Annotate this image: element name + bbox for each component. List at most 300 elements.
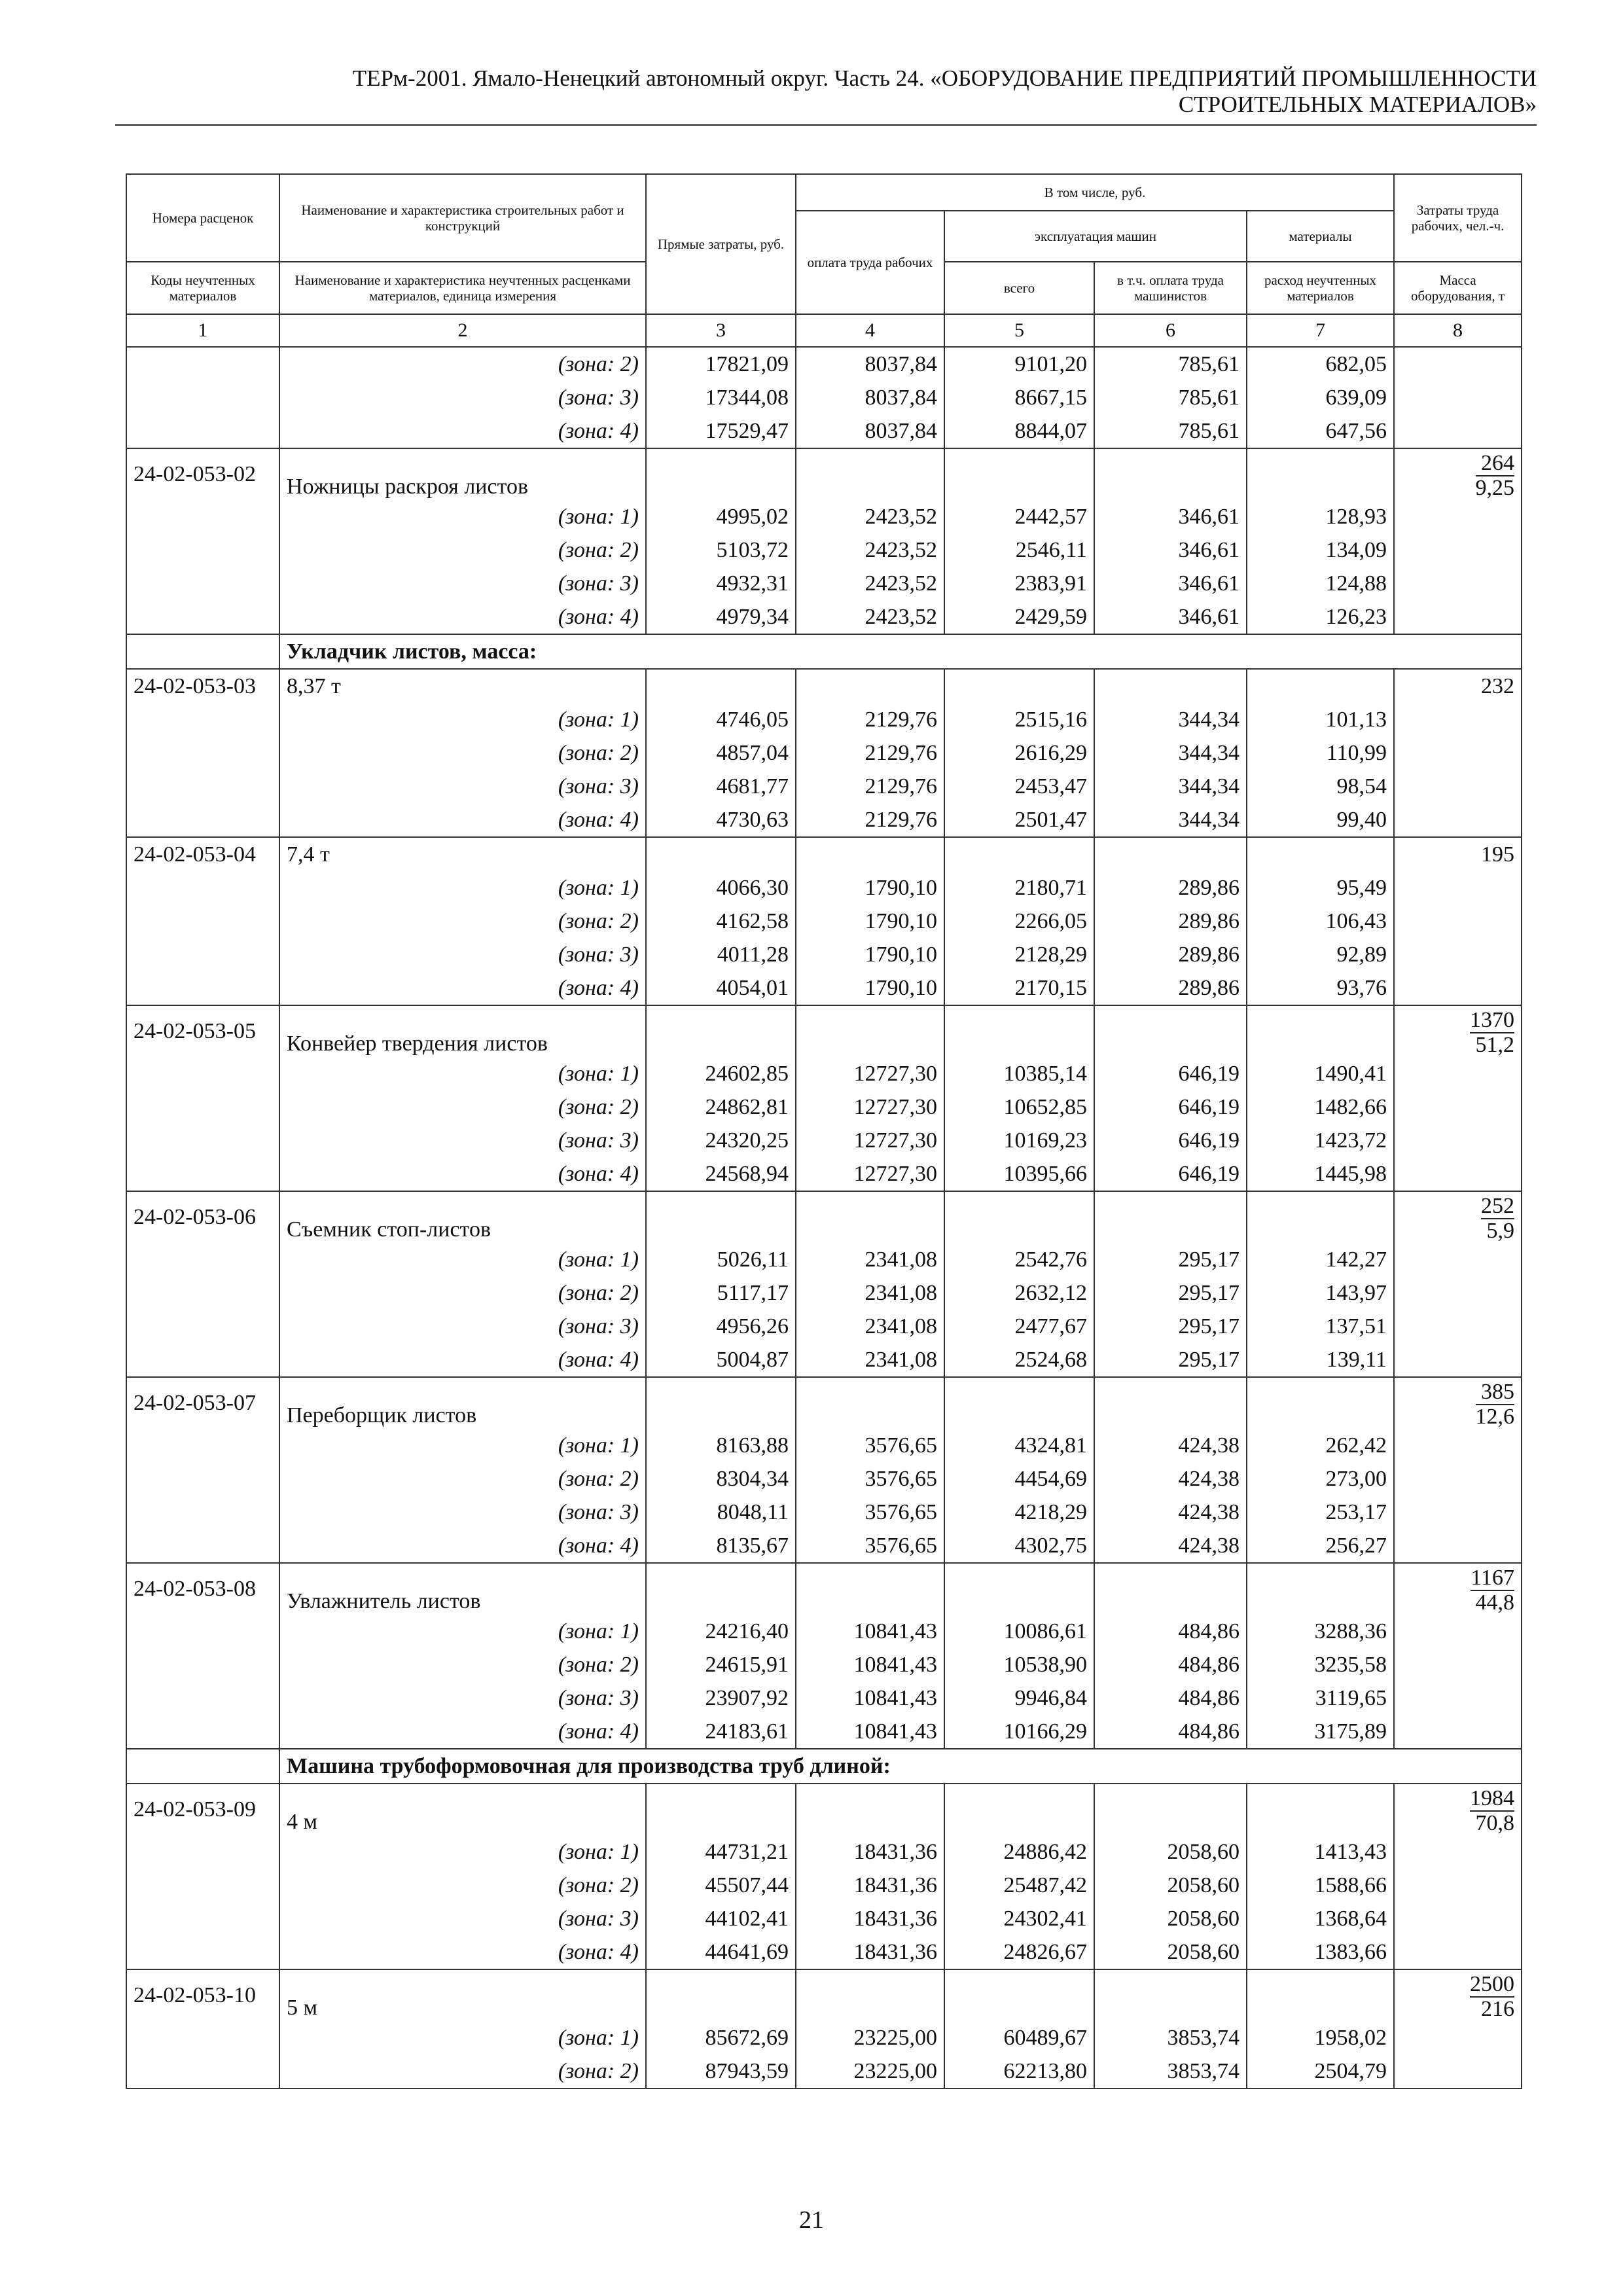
zone-row [126, 1124, 1522, 1157]
empty-cell [126, 703, 279, 736]
empty-cell [126, 1429, 279, 1462]
rate-code: 24-02-053-05 [126, 1005, 279, 1057]
empty-cell [796, 1191, 944, 1243]
empty-cell [1094, 1377, 1247, 1429]
labor-mass-cell [1394, 1969, 1522, 2021]
empty-cell [126, 1715, 279, 1749]
operator-pay-value: 346,61 [1094, 533, 1247, 567]
rate-item-row [126, 1969, 1522, 2021]
zone-row [126, 1902, 1522, 1935]
empty-cell [1394, 1615, 1522, 1648]
materials-value: 124,88 [1247, 567, 1394, 600]
header-material-names: Наименование и характеристика неучтенных расценками материалов, единица измерения [279, 262, 646, 314]
zone-label: (зона: 2) [279, 1462, 646, 1496]
page-number: 21 [799, 2206, 824, 2234]
operator-pay-value: 295,17 [1094, 1243, 1247, 1276]
header-material-consumption: расход неучтенных материалов [1247, 262, 1394, 314]
zone-label: (зона: 1) [279, 1615, 646, 1648]
empty-cell [1394, 1124, 1522, 1157]
empty-cell [1394, 1715, 1522, 1749]
machines-total-value: 10385,14 [944, 1057, 1094, 1090]
direct-costs-value: 8135,67 [646, 1529, 796, 1563]
zone-row [126, 1529, 1522, 1563]
worker-pay-value: 2341,08 [796, 1243, 944, 1276]
empty-cell [944, 1377, 1094, 1429]
operator-pay-value: 346,61 [1094, 567, 1247, 600]
rate-code: 24-02-053-09 [126, 1784, 279, 1835]
materials-value: 256,27 [1247, 1529, 1394, 1563]
empty-cell [1094, 669, 1247, 703]
equipment-mass: 44,8 [1475, 1590, 1515, 1615]
zone-row [126, 1429, 1522, 1462]
zone-label: (зона: 2) [279, 1276, 646, 1310]
empty-cell [126, 1681, 279, 1715]
materials-value: 1423,72 [1247, 1124, 1394, 1157]
machines-total-value: 2546,11 [944, 533, 1094, 567]
empty-cell [126, 1496, 279, 1529]
empty-cell [1094, 837, 1247, 871]
empty-cell [646, 1784, 796, 1835]
empty-cell [796, 1784, 944, 1835]
worker-pay-value: 10841,43 [796, 1648, 944, 1681]
operator-pay-value: 785,61 [1094, 414, 1247, 448]
empty-cell [1394, 770, 1522, 803]
rate-item-row [126, 1191, 1522, 1243]
worker-pay-value: 2423,52 [796, 567, 944, 600]
empty-cell [646, 837, 796, 871]
zone-label: (зона: 2) [279, 2054, 646, 2089]
labor-mass-cell [1394, 1191, 1522, 1243]
zone-row [126, 567, 1522, 600]
labor-hours: 385 [1476, 1380, 1515, 1405]
header-equipment-mass: Масса оборудования, т [1394, 262, 1522, 314]
zone-label: (зона: 2) [279, 1090, 646, 1124]
empty-cell [1394, 703, 1522, 736]
materials-value: 639,09 [1247, 381, 1394, 414]
empty-cell [1094, 1005, 1247, 1057]
section-code-cell [126, 634, 279, 669]
materials-value: 126,23 [1247, 600, 1394, 634]
operator-pay-value: 289,86 [1094, 871, 1247, 905]
rate-name: 8,37 т [279, 669, 646, 703]
zone-label: (зона: 1) [279, 2021, 646, 2054]
direct-costs-value: 8048,11 [646, 1496, 796, 1529]
rate-code: 24-02-053-03 [126, 669, 279, 703]
machines-total-value: 10538,90 [944, 1648, 1094, 1681]
materials-value: 128,93 [1247, 500, 1394, 533]
empty-cell [646, 1563, 796, 1615]
machines-total-value: 2453,47 [944, 770, 1094, 803]
machines-total-value: 2524,68 [944, 1343, 1094, 1377]
empty-cell [126, 1243, 279, 1276]
materials-value: 253,17 [1247, 1496, 1394, 1529]
machines-total-value: 2542,76 [944, 1243, 1094, 1276]
empty-cell [944, 448, 1094, 500]
worker-pay-value: 1790,10 [796, 905, 944, 938]
operator-pay-value: 646,19 [1094, 1157, 1247, 1191]
zone-row [126, 1681, 1522, 1715]
zone-row [126, 871, 1522, 905]
zone-row [126, 1715, 1522, 1749]
materials-value: 3175,89 [1247, 1715, 1394, 1749]
materials-value: 1383,66 [1247, 1935, 1394, 1969]
worker-pay-value: 10841,43 [796, 1715, 944, 1749]
materials-value: 99,40 [1247, 803, 1394, 837]
rate-item-row [126, 1563, 1522, 1615]
zone-label: (зона: 4) [279, 1935, 646, 1969]
empty-cell [1394, 1462, 1522, 1496]
empty-cell [646, 669, 796, 703]
operator-pay-value: 484,86 [1094, 1648, 1247, 1681]
labor-mass-cell [1394, 1377, 1522, 1429]
worker-pay-value: 2129,76 [796, 703, 944, 736]
materials-value: 93,76 [1247, 971, 1394, 1005]
empty-cell [126, 1343, 279, 1377]
column-number: 3 [646, 314, 796, 347]
empty-cell [796, 837, 944, 871]
empty-cell [126, 1090, 279, 1124]
worker-pay-value: 8037,84 [796, 381, 944, 414]
rate-item-row [126, 837, 1522, 871]
empty-cell [796, 1969, 944, 2021]
zone-row [126, 600, 1522, 634]
zone-label: (зона: 3) [279, 938, 646, 971]
zone-label: (зона: 2) [279, 533, 646, 567]
empty-cell [126, 1276, 279, 1310]
materials-value: 1958,02 [1247, 2021, 1394, 2054]
zone-row [126, 1057, 1522, 1090]
empty-cell [126, 533, 279, 567]
empty-cell [646, 1377, 796, 1429]
operator-pay-value: 289,86 [1094, 905, 1247, 938]
zone-row [126, 1090, 1522, 1124]
operator-pay-value: 424,38 [1094, 1529, 1247, 1563]
machines-total-value: 10086,61 [944, 1615, 1094, 1648]
header-machine-operation: эксплуатация машин [944, 211, 1247, 262]
empty-cell [1394, 1529, 1522, 1563]
direct-costs-value: 4066,30 [646, 871, 796, 905]
rate-name: Конвейер твердения листов [279, 1005, 646, 1057]
worker-pay-value: 23225,00 [796, 2021, 944, 2054]
zone-row [126, 1243, 1522, 1276]
zone-label: (зона: 2) [279, 905, 646, 938]
empty-cell [126, 1935, 279, 1969]
zone-row [126, 347, 1522, 381]
machines-total-value: 24826,67 [944, 1935, 1094, 1969]
materials-value: 1368,64 [1247, 1902, 1394, 1935]
worker-pay-value: 12727,30 [796, 1124, 944, 1157]
empty-cell [126, 770, 279, 803]
empty-cell [126, 1124, 279, 1157]
operator-pay-value: 2058,60 [1094, 1935, 1247, 1969]
machines-total-value: 2383,91 [944, 567, 1094, 600]
worker-pay-value: 18431,36 [796, 1935, 944, 1969]
labor-hours: 264 [1476, 452, 1515, 476]
direct-costs-value: 44731,21 [646, 1835, 796, 1869]
rate-item-row [126, 1005, 1522, 1057]
machines-total-value: 2128,29 [944, 938, 1094, 971]
empty-cell [126, 1310, 279, 1343]
rate-name: Съемник стоп-листов [279, 1191, 646, 1243]
operator-pay-value: 424,38 [1094, 1429, 1247, 1462]
operator-pay-value: 289,86 [1094, 938, 1247, 971]
machines-total-value: 2429,59 [944, 600, 1094, 634]
materials-value: 647,56 [1247, 414, 1394, 448]
worker-pay-value: 1790,10 [796, 938, 944, 971]
empty-cell [1394, 2054, 1522, 2089]
zone-label: (зона: 4) [279, 600, 646, 634]
empty-cell [1394, 1429, 1522, 1462]
empty-cell [1394, 736, 1522, 770]
empty-cell [646, 1191, 796, 1243]
empty-cell [126, 736, 279, 770]
table-header [126, 174, 1522, 347]
materials-value: 110,99 [1247, 736, 1394, 770]
operator-pay-value: 344,34 [1094, 736, 1247, 770]
materials-value: 92,89 [1247, 938, 1394, 971]
direct-costs-value: 4932,31 [646, 567, 796, 600]
empty-cell [126, 971, 279, 1005]
empty-cell [1394, 1902, 1522, 1935]
direct-costs-value: 24216,40 [646, 1615, 796, 1648]
zone-row [126, 1648, 1522, 1681]
empty-cell [1094, 1969, 1247, 2021]
machines-total-value: 2616,29 [944, 736, 1094, 770]
zone-row [126, 1869, 1522, 1902]
operator-pay-value: 2058,60 [1094, 1902, 1247, 1935]
machines-total-value: 4324,81 [944, 1429, 1094, 1462]
empty-cell [1247, 448, 1394, 500]
zone-row [126, 703, 1522, 736]
zone-label: (зона: 1) [279, 1243, 646, 1276]
direct-costs-value: 4054,01 [646, 971, 796, 1005]
rate-code: 24-02-053-06 [126, 1191, 279, 1243]
empty-cell [1394, 971, 1522, 1005]
empty-cell [126, 500, 279, 533]
materials-value: 3235,58 [1247, 1648, 1394, 1681]
labor-mass-cell [1394, 448, 1522, 500]
empty-cell [1394, 1648, 1522, 1681]
direct-costs-value: 4979,34 [646, 600, 796, 634]
machines-total-value: 4218,29 [944, 1496, 1094, 1529]
equipment-mass: 5,9 [1486, 1219, 1515, 1243]
operator-pay-value: 3853,74 [1094, 2054, 1247, 2089]
empty-cell [1394, 1157, 1522, 1191]
empty-cell [1247, 1191, 1394, 1243]
header-direct-costs: Прямые затраты, руб. [646, 174, 796, 314]
empty-cell [796, 1005, 944, 1057]
worker-pay-value: 18431,36 [796, 1869, 944, 1902]
worker-pay-value: 18431,36 [796, 1902, 944, 1935]
labor-mass-fraction [1470, 1009, 1514, 1057]
worker-pay-value: 3576,65 [796, 1496, 944, 1529]
empty-cell [646, 1969, 796, 2021]
rate-name: 7,4 т [279, 837, 646, 871]
worker-pay-value: 18431,36 [796, 1835, 944, 1869]
direct-costs-value: 17821,09 [646, 347, 796, 381]
rate-code: 24-02-053-10 [126, 1969, 279, 2021]
empty-cell [1394, 381, 1522, 414]
empty-cell [126, 567, 279, 600]
worker-pay-value: 1790,10 [796, 971, 944, 1005]
empty-cell [1394, 567, 1522, 600]
zone-label: (зона: 3) [279, 1310, 646, 1343]
direct-costs-value: 4162,58 [646, 905, 796, 938]
running-header-line-1: ТЕРм-2001. Ямало-Ненецкий автономный округ. Часть 24. «ОБОРУДОВАНИЕ ПРЕДПРИЯТИЙ ПРОМЫШЛЕННОСТИ [352, 65, 1537, 91]
worker-pay-value: 2423,52 [796, 533, 944, 567]
direct-costs-value: 8163,88 [646, 1429, 796, 1462]
zone-row [126, 1496, 1522, 1529]
empty-cell [1247, 1563, 1394, 1615]
zone-label: (зона: 4) [279, 1343, 646, 1377]
empty-cell [646, 1005, 796, 1057]
operator-pay-value: 424,38 [1094, 1496, 1247, 1529]
section-code-cell [126, 1749, 279, 1784]
machines-total-value: 24302,41 [944, 1902, 1094, 1935]
rate-code: 24-02-053-04 [126, 837, 279, 871]
zone-label: (зона: 3) [279, 381, 646, 414]
equipment-mass: 9,25 [1475, 476, 1515, 500]
empty-cell [126, 2021, 279, 2054]
materials-value: 273,00 [1247, 1462, 1394, 1496]
machines-total-value: 9101,20 [944, 347, 1094, 381]
machines-total-value: 2501,47 [944, 803, 1094, 837]
zone-label: (зона: 2) [279, 1648, 646, 1681]
worker-pay-value: 23225,00 [796, 2054, 944, 2089]
rate-item-row [126, 1784, 1522, 1835]
empty-cell [1394, 1681, 1522, 1715]
labor-mass-fraction [1476, 1380, 1515, 1429]
worker-pay-value: 8037,84 [796, 347, 944, 381]
machines-total-value: 8667,15 [944, 381, 1094, 414]
empty-cell [126, 871, 279, 905]
machines-total-value: 60489,67 [944, 2021, 1094, 2054]
operator-pay-value: 2058,60 [1094, 1835, 1247, 1869]
labor-hours: 195 [1394, 837, 1522, 871]
labor-mass-fraction [1471, 1566, 1514, 1615]
worker-pay-value: 10841,43 [796, 1681, 944, 1715]
rate-item-row [126, 669, 1522, 703]
direct-costs-value: 17344,08 [646, 381, 796, 414]
header-rule [115, 124, 1537, 126]
column-number: 8 [1394, 314, 1522, 347]
materials-value: 142,27 [1247, 1243, 1394, 1276]
empty-cell [1247, 669, 1394, 703]
zone-row [126, 971, 1522, 1005]
operator-pay-value: 484,86 [1094, 1681, 1247, 1715]
machines-total-value: 4454,69 [944, 1462, 1094, 1496]
machines-total-value: 2266,05 [944, 905, 1094, 938]
materials-value: 101,13 [1247, 703, 1394, 736]
zone-label: (зона: 2) [279, 1869, 646, 1902]
zone-row [126, 938, 1522, 971]
worker-pay-value: 2341,08 [796, 1276, 944, 1310]
empty-cell [1394, 600, 1522, 634]
direct-costs-value: 24568,94 [646, 1157, 796, 1191]
operator-pay-value: 785,61 [1094, 347, 1247, 381]
labor-mass-cell [1394, 1563, 1522, 1615]
empty-cell [1394, 1243, 1522, 1276]
labor-hours: 1984 [1470, 1786, 1515, 1810]
direct-costs-value: 24183,61 [646, 1715, 796, 1749]
empty-cell [1394, 1310, 1522, 1343]
operator-pay-value: 424,38 [1094, 1462, 1247, 1496]
zone-row [126, 381, 1522, 414]
worker-pay-value: 2341,08 [796, 1343, 944, 1377]
materials-value: 3119,65 [1247, 1681, 1394, 1715]
worker-pay-value: 10841,43 [796, 1615, 944, 1648]
empty-cell [1094, 1563, 1247, 1615]
empty-cell [796, 1563, 944, 1615]
direct-costs-value: 4956,26 [646, 1310, 796, 1343]
empty-cell [126, 1057, 279, 1090]
empty-cell [1394, 871, 1522, 905]
direct-costs-value: 44641,69 [646, 1935, 796, 1969]
rate-code: 24-02-053-08 [126, 1563, 279, 1615]
labor-mass-fraction [1476, 452, 1515, 500]
materials-value: 1413,43 [1247, 1835, 1394, 1869]
materials-value: 3288,36 [1247, 1615, 1394, 1648]
empty-cell [126, 1615, 279, 1648]
direct-costs-value: 24320,25 [646, 1124, 796, 1157]
empty-cell [944, 1191, 1094, 1243]
zone-label: (зона: 1) [279, 1057, 646, 1090]
empty-cell [1247, 1005, 1394, 1057]
empty-cell [126, 2054, 279, 2089]
rate-name: Переборщик листов [279, 1377, 646, 1429]
empty-cell [126, 347, 279, 381]
empty-cell [646, 448, 796, 500]
column-number: 7 [1247, 314, 1394, 347]
operator-pay-value: 346,61 [1094, 600, 1247, 634]
empty-cell [1394, 1496, 1522, 1529]
rate-name: 4 м [279, 1784, 646, 1835]
empty-cell [126, 1835, 279, 1869]
zone-label: (зона: 4) [279, 414, 646, 448]
worker-pay-value: 2129,76 [796, 803, 944, 837]
empty-cell [796, 448, 944, 500]
direct-costs-value: 85672,69 [646, 2021, 796, 2054]
empty-cell [126, 1529, 279, 1563]
worker-pay-value: 8037,84 [796, 414, 944, 448]
zone-row [126, 1343, 1522, 1377]
direct-costs-value: 45507,44 [646, 1869, 796, 1902]
machines-total-value: 2632,12 [944, 1276, 1094, 1310]
operator-pay-value: 344,34 [1094, 703, 1247, 736]
direct-costs-value: 23907,92 [646, 1681, 796, 1715]
operator-pay-value: 295,17 [1094, 1310, 1247, 1343]
direct-costs-value: 8304,34 [646, 1462, 796, 1496]
labor-hours: 252 [1481, 1194, 1515, 1218]
empty-cell [1094, 448, 1247, 500]
zone-label: (зона: 4) [279, 971, 646, 1005]
empty-cell [126, 905, 279, 938]
direct-costs-value: 4995,02 [646, 500, 796, 533]
table-body [126, 347, 1522, 2089]
operator-pay-value: 289,86 [1094, 971, 1247, 1005]
machines-total-value: 62213,80 [944, 2054, 1094, 2089]
rates-table [126, 173, 1522, 2089]
machines-total-value: 8844,07 [944, 414, 1094, 448]
operator-pay-value: 785,61 [1094, 381, 1247, 414]
zone-row [126, 1615, 1522, 1648]
zone-row [126, 1462, 1522, 1496]
zone-label: (зона: 3) [279, 1124, 646, 1157]
equipment-mass: 12,6 [1475, 1405, 1515, 1429]
empty-cell [1394, 533, 1522, 567]
empty-cell [1394, 803, 1522, 837]
empty-cell [1394, 1935, 1522, 1969]
